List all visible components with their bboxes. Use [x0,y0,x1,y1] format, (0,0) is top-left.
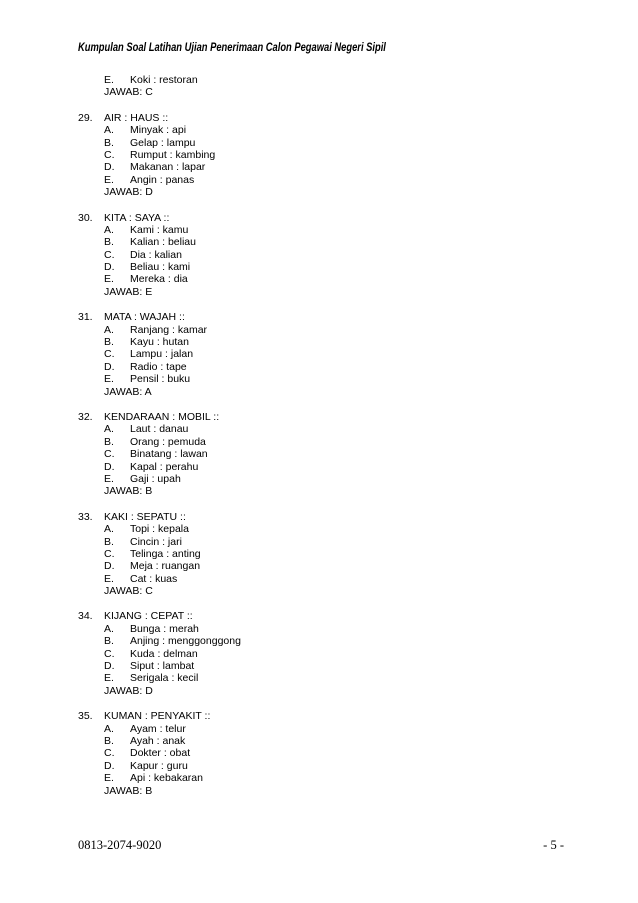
option-letter: B. [104,336,114,349]
option-letter: A. [104,722,114,735]
option-line [78,448,558,460]
option-letter: C. [104,148,115,161]
option-line [78,436,558,448]
option-text: Orang : pemuda [130,435,206,448]
option-letter: B. [104,535,114,548]
question-prompt: KAKI : SEPATU :: [104,510,186,523]
option-line [78,548,558,560]
answer-key: JAWAB: C [104,585,153,598]
answer-key: JAWAB: B [104,485,153,498]
option-letter: D. [104,660,115,673]
page-header-title: Kumpulan Soal Latihan Ujian Penerimaan Calon Pegawai Negeri Sipil [78,40,386,54]
option-line [78,648,558,660]
option-text: Siput : lambat [130,660,195,673]
option-line [78,623,558,635]
option-letter: A. [104,523,114,536]
option-line [78,760,558,772]
option-letter: D. [104,161,115,174]
option-text: Dokter : obat [130,747,191,760]
option-letter: E. [104,472,114,485]
option-line [78,573,558,585]
question-block [78,112,558,199]
question-block [78,311,558,398]
option-letter: D. [104,261,115,274]
option-letter: B. [104,734,114,747]
option-letter: C. [104,547,115,560]
question-line [78,710,558,722]
option-letter: E. [104,173,114,186]
option-text: Telinga : anting [130,547,201,560]
option-line [78,536,558,548]
option-letter: B. [104,435,114,448]
question-block [78,710,558,797]
option-letter: A. [104,124,114,137]
question-prompt: AIR : HAUS :: [104,111,169,124]
option-letter: E. [104,672,114,685]
option-text: Dia : kalian [130,248,182,261]
option-letter: D. [104,560,115,573]
option-line [78,723,558,735]
option-letter: C. [104,647,115,660]
carryover-block [78,74,558,99]
page-number: - 5 - [543,838,564,852]
option-text: Laut : danau [130,423,189,436]
option-line [78,423,558,435]
question-number: 35. [78,710,93,723]
option-line [78,373,558,385]
option-text: Cincin : jari [130,535,182,548]
answer-key: JAWAB: D [104,684,153,697]
question-block [78,212,558,299]
question-number: 29. [78,111,93,124]
question-prompt: KITA : SAYA :: [104,211,170,224]
option-text: Kalian : beliau [130,236,196,249]
option-text: Kapur : guru [130,759,188,772]
answer-line [78,785,558,797]
option-line [78,124,558,136]
option-text: Lampu : jalan [130,348,194,361]
question-block [78,610,558,697]
option-line [78,261,558,273]
option-letter: B. [104,236,114,249]
option-text: Angin : panas [130,173,195,186]
option-text: Ranjang : kamar [130,323,208,336]
option-line [78,161,558,173]
option-text: Kami : kamu [130,223,189,236]
question-number: 30. [78,211,93,224]
option-letter: D. [104,460,115,473]
option-letter: E. [104,273,114,286]
option-text: Ayah : anak [130,734,186,747]
option-text: Rumput : kambing [130,148,216,161]
option-text: Mereka : dia [130,273,188,286]
option-letter: A. [104,423,114,436]
question-prompt: KUMAN : PENYAKIT :: [104,710,211,723]
option-letter: A. [104,223,114,236]
option-letter: E. [104,772,114,785]
question-block [78,511,558,598]
option-line [78,772,558,784]
option-text: Meja : ruangan [130,560,201,573]
option-text: Kuda : delman [130,647,198,660]
option-line [78,348,558,360]
answer-line [78,685,558,697]
question-list [78,74,558,797]
option-text: Pensil : buku [130,373,191,386]
question-number: 34. [78,610,93,623]
option-text: Bunga : merah [130,622,199,635]
option-text: Kapal : perahu [130,460,199,473]
option-line [78,672,558,684]
question-line [78,411,558,423]
answer-line [78,585,558,597]
option-line [78,224,558,236]
option-line [78,635,558,647]
option-text: Minyak : api [130,124,187,137]
option-line [78,324,558,336]
question-number: 32. [78,410,93,423]
option-text: Ayam : telur [130,722,186,735]
option-text: Gaji : upah [130,472,181,485]
option-line [78,735,558,747]
option-text: Binatang : lawan [130,448,208,461]
question-line [78,212,558,224]
question-line [78,610,558,622]
option-line [78,660,558,672]
answer-line [78,386,558,398]
option-letter: E. [104,74,114,86]
option-line [78,273,558,285]
question-line [78,511,558,523]
option-text: Gelap : lampu [130,136,196,149]
option-line [78,137,558,149]
option-line [78,461,558,473]
option-line [78,747,558,759]
question-block [78,411,558,498]
option-line [78,523,558,535]
option-letter: A. [104,622,114,635]
option-text: Cat : kuas [130,572,178,585]
option-text: Serigala : kecil [130,672,199,685]
answer-line [78,286,558,298]
option-line [78,560,558,572]
answer-key: JAWAB: A [104,385,152,398]
footer-phone: 0813-2074-9020 [78,838,162,852]
option-letter: B. [104,635,114,648]
option-letter: D. [104,360,115,373]
option-letter: B. [104,136,114,149]
answer-line [78,86,558,98]
answer-key: JAWAB: E [104,285,153,298]
option-text: Api : kebakaran [130,772,203,785]
question-number: 31. [78,311,93,324]
option-text: Topi : kepala [130,523,189,536]
answer-key: JAWAB: B [104,784,153,797]
option-text: Makanan : lapar [130,161,206,174]
option-line [78,473,558,485]
answer-line [78,485,558,497]
option-line [78,361,558,373]
option-text: Anjing : menggonggong [130,635,241,648]
option-line [78,336,558,348]
question-prompt: MATA : WAJAH :: [104,311,185,324]
question-line [78,311,558,323]
questions-container [78,112,558,797]
question-prompt: KENDARAAN : MOBIL :: [104,410,220,423]
question-number: 33. [78,510,93,523]
answer-key: JAWAB: D [104,186,153,199]
option-letter: A. [104,323,114,336]
option-line [78,174,558,186]
option-line [78,74,558,86]
option-letter: C. [104,348,115,361]
option-letter: E. [104,572,114,585]
option-letter: E. [104,373,114,386]
option-line [78,236,558,248]
answer-key: JAWAB: C [104,86,153,99]
option-text: Radio : tape [130,360,187,373]
option-letter: D. [104,759,115,772]
option-letter: C. [104,248,115,261]
option-text: Koki : restoran [130,74,198,86]
option-line [78,149,558,161]
option-text: Kayu : hutan [130,336,189,349]
question-prompt: KIJANG : CEPAT :: [104,610,193,623]
option-line [78,249,558,261]
answer-line [78,186,558,198]
option-letter: C. [104,747,115,760]
question-line [78,112,558,124]
option-text: Beliau : kami [130,261,191,274]
option-letter: C. [104,448,115,461]
